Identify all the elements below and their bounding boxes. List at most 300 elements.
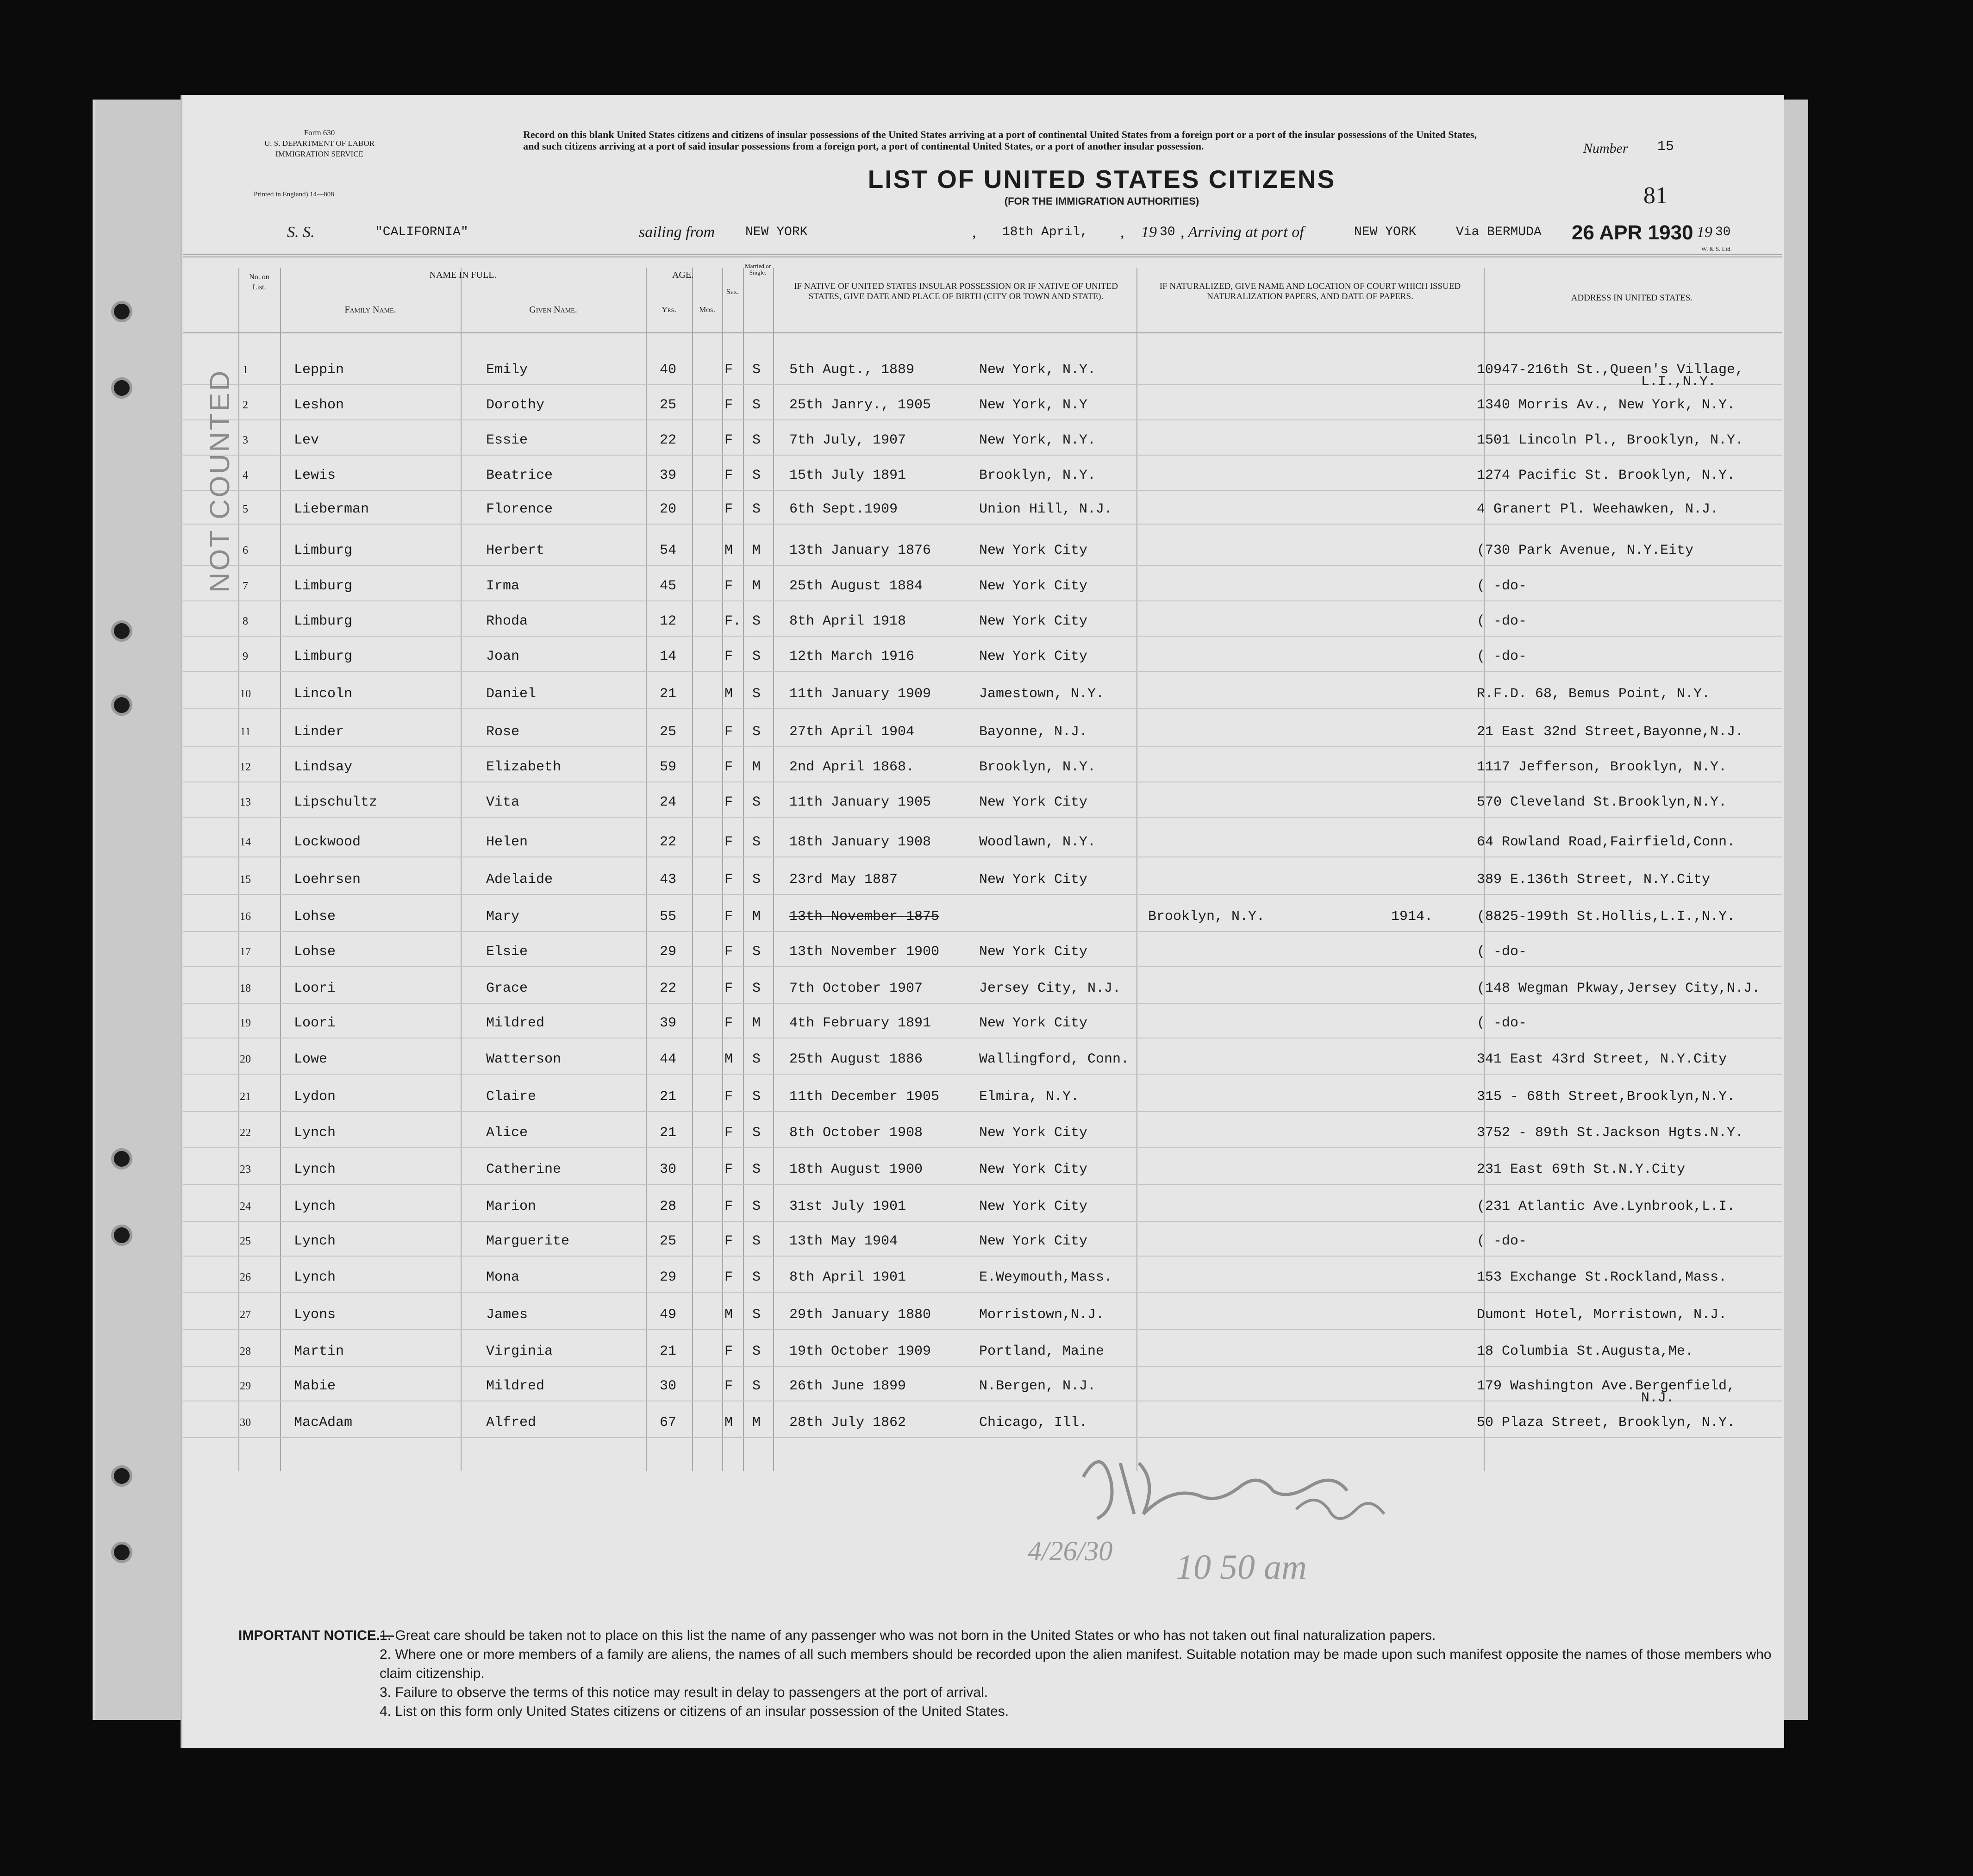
marital-status: S [752, 649, 761, 664]
us-address: (231 Atlantic Ave.Lynbrook,L.I. [1477, 1199, 1736, 1214]
row-rule [183, 524, 1782, 525]
sex: F [724, 362, 733, 378]
passenger-number: 14 [240, 836, 251, 848]
birth-place: Union Hill, N.J. [979, 501, 1113, 517]
birth-date: 5th Augt., 1889 [789, 362, 915, 378]
family-name: Lydon [294, 1089, 336, 1105]
age-years: 21 [660, 1344, 677, 1359]
col-header-family: Family Name. [344, 305, 396, 315]
age-years: 24 [660, 794, 677, 810]
family-name: Loori [294, 981, 336, 996]
table-row [183, 1405, 1782, 1438]
birth-date: 13th January 1876 [789, 543, 931, 558]
given-name: Helen [486, 834, 528, 850]
family-name: Lynch [294, 1125, 336, 1141]
page-number: 81 [1643, 182, 1667, 209]
family-name: Lipschultz [294, 794, 378, 810]
us-address: ( -do- [1477, 578, 1527, 594]
passenger-number: 17 [240, 946, 251, 958]
table-row [183, 749, 1782, 782]
printer-mark: W. & S. Ltd. [1701, 245, 1732, 252]
row-rule [183, 671, 1782, 672]
given-name: Catherine [486, 1162, 562, 1177]
birth-date: 18th August 1900 [789, 1162, 923, 1177]
row-rule [183, 384, 1782, 385]
age-years: 21 [660, 1125, 677, 1141]
age-years: 30 [660, 1162, 677, 1177]
sex: F [724, 1089, 733, 1105]
us-address: (148 Wegman Pkway,Jersey City,N.J. [1477, 981, 1761, 996]
us-address: ( -do- [1477, 944, 1527, 960]
birth-place: New York, N.Y [979, 397, 1088, 413]
birth-date: 8th April 1901 [789, 1269, 906, 1285]
row-rule [183, 746, 1782, 747]
table-row [183, 1151, 1782, 1185]
birth-place: New York City [979, 1199, 1088, 1214]
age-years: 20 [660, 501, 677, 517]
not-counted-stamp [194, 333, 255, 889]
passenger-number: 5 [243, 503, 248, 515]
marital-status: S [752, 686, 761, 702]
sex: M [724, 1051, 733, 1067]
naturalization-court: Brooklyn, N.Y. [1148, 909, 1265, 925]
family-name: Leppin [294, 362, 344, 378]
col-header-age: AGE. [672, 270, 694, 280]
given-name: Claire [486, 1089, 537, 1105]
birth-place: Chicago, Ill. [979, 1415, 1088, 1431]
notice-label: IMPORTANT NOTICE.— [238, 1628, 394, 1643]
arrival-year-prefix: 19 [1697, 224, 1712, 241]
given-name: Marion [486, 1199, 537, 1214]
marital-status: M [752, 1015, 761, 1031]
table-row [183, 784, 1782, 818]
passenger-number: 26 [240, 1271, 251, 1283]
family-name: Mabie [294, 1378, 336, 1394]
birth-date: 4th February 1891 [789, 1015, 931, 1031]
given-name: Marguerite [486, 1233, 570, 1249]
birth-place: Jamestown, N.Y. [979, 686, 1105, 702]
family-name: Lynch [294, 1269, 336, 1285]
sex: M [724, 1307, 733, 1323]
row-rule [183, 1074, 1782, 1075]
passenger-number: 13 [240, 796, 251, 808]
us-address: ( -do- [1477, 649, 1527, 664]
family-name: Lohse [294, 944, 336, 960]
notice-item: 2. Where one or more members of a family are aliens, the names of all such members should be recorded upon the alien manifest. Suitable notation may be made upon such manifest opposite the names of those members who claim citizenship. [380, 1647, 1772, 1681]
given-name: Mildred [486, 1015, 545, 1031]
row-rule [183, 1437, 1782, 1438]
birth-date: 26th June 1899 [789, 1378, 906, 1394]
passenger-number: 18 [240, 982, 251, 994]
passenger-number: 22 [240, 1127, 251, 1139]
family-name: Lowe [294, 1051, 328, 1067]
given-name: Irma [486, 578, 520, 594]
col-header-married: Married or Single. [745, 263, 771, 276]
birth-place: New York, N.Y. [979, 362, 1096, 378]
family-name: Lynch [294, 1233, 336, 1249]
age-years: 29 [660, 1269, 677, 1285]
birth-date: 7th October 1907 [789, 981, 923, 996]
marital-status: S [752, 432, 761, 448]
not-counted-text: NOT COUNTED [204, 369, 235, 593]
marital-status: S [752, 397, 761, 413]
passenger-number: 20 [240, 1053, 251, 1065]
row-rule [183, 1366, 1782, 1367]
marital-status: S [752, 1344, 761, 1359]
table-top-rule [183, 254, 1782, 255]
ship-name: "CALIFORNIA" [375, 225, 468, 239]
us-address: 10947-216th St.,Queen's Village, [1477, 362, 1744, 378]
birth-date: 11th January 1905 [789, 794, 931, 810]
sex: F [724, 872, 733, 888]
birth-date: 15th July 1891 [789, 468, 906, 483]
family-name: Limburg [294, 649, 353, 664]
marital-status: M [752, 1415, 761, 1431]
notice-item: 3. Failure to observe the terms of this notice may result in delay to passengers at the port of arrival. [380, 1685, 988, 1700]
us-address: 389 E.136th Street, N.Y.City [1477, 872, 1711, 888]
table-row [183, 603, 1782, 637]
family-name: Lynch [294, 1162, 336, 1177]
given-name: Beatrice [486, 468, 553, 483]
us-address: (8825-199th St.Hollis,L.I.,N.Y. [1477, 909, 1736, 925]
passenger-number: 30 [240, 1417, 251, 1429]
given-name: Mona [486, 1269, 520, 1285]
us-address: 231 East 69th St.N.Y.City [1477, 1162, 1686, 1177]
birth-date: 25th August 1886 [789, 1051, 923, 1067]
birth-place: New York City [979, 794, 1088, 810]
printed-in-note: Printed in England) 14—808 [254, 191, 334, 198]
us-address: 1501 Lincoln Pl., Brooklyn, N.Y. [1477, 432, 1744, 448]
passenger-number: 7 [243, 580, 248, 592]
row-rule [183, 1329, 1782, 1330]
given-name: Alfred [486, 1415, 537, 1431]
passenger-number: 24 [240, 1201, 251, 1213]
birth-date: 28th July 1862 [789, 1415, 906, 1431]
row-rule [183, 490, 1782, 491]
given-name: Adelaide [486, 872, 553, 888]
birth-place: N.Bergen, N.J. [979, 1378, 1096, 1394]
us-address: 179 Washington Ave.Bergenfield, [1477, 1378, 1736, 1394]
sex: F [724, 468, 733, 483]
given-name: Florence [486, 501, 553, 517]
given-name: Alice [486, 1125, 528, 1141]
birth-date: 13th November 1875 [789, 909, 940, 925]
us-address: ( -do- [1477, 1015, 1527, 1031]
marital-status: M [752, 543, 761, 558]
us-address: 341 East 43rd Street, N.Y.City [1477, 1051, 1727, 1067]
family-name: Lyons [294, 1307, 336, 1323]
passenger-number: 27 [240, 1309, 251, 1321]
row-rule [183, 600, 1782, 601]
page-title: LIST OF UNITED STATES CITIZENS [868, 165, 1336, 194]
sex: M [724, 543, 733, 558]
sex: F [724, 501, 733, 517]
birth-date: 25th Janry., 1905 [789, 397, 931, 413]
us-address: Dumont Hotel, Morristown, N.J. [1477, 1307, 1727, 1323]
sex: F [724, 944, 733, 960]
given-name: Virginia [486, 1344, 553, 1359]
row-rule [183, 708, 1782, 709]
birth-place: New York City [979, 649, 1088, 664]
col-header-birth: IF NATIVE OF UNITED STATES INSULAR POSSESSION OR IF NATIVE OF UNITED STATES, GIVE DATE AND PLACE OF BIRTH (CITY OR TOWN AND STATE). [794, 281, 1118, 301]
header-bottom-rule [183, 332, 1782, 333]
marital-status: S [752, 613, 761, 629]
passenger-number: 23 [240, 1163, 251, 1176]
list-number: 15 [1657, 139, 1674, 155]
us-address: R.F.D. 68, Bemus Point, N.Y. [1477, 686, 1711, 702]
birth-date: 31st July 1901 [789, 1199, 906, 1214]
table-row [183, 1333, 1782, 1367]
passenger-number: 29 [240, 1380, 251, 1392]
table-row [183, 457, 1782, 491]
birth-date: 11th January 1909 [789, 686, 931, 702]
birth-place: Jersey City, N.J. [979, 981, 1121, 996]
birth-date: 25th August 1884 [789, 578, 923, 594]
birth-date: 13th November 1900 [789, 944, 940, 960]
col-header-mos: Mos. [699, 305, 715, 314]
given-name: Watterson [486, 1051, 562, 1067]
us-address: 1340 Morris Av., New York, N.Y. [1477, 397, 1736, 413]
sex: F [724, 1344, 733, 1359]
binder-hole [111, 377, 132, 399]
separator: , [972, 224, 976, 241]
age-years: 21 [660, 686, 677, 702]
passenger-number: 3 [243, 434, 248, 446]
us-address: 18 Columbia St.Augusta,Me. [1477, 1344, 1694, 1359]
family-name: Lev [294, 432, 319, 448]
row-rule [183, 817, 1782, 818]
handwritten-signature [1028, 1435, 1449, 1602]
birth-date: 7th July, 1907 [789, 432, 906, 448]
ss-label: S. S. [287, 224, 315, 241]
marital-status: S [752, 1199, 761, 1214]
family-name: Lincoln [294, 686, 353, 702]
passenger-number: 2 [243, 399, 248, 411]
notice-item: 4. List on this form only United States citizens or citizens of an insular possession of the United States. [380, 1704, 1009, 1719]
family-name: Lohse [294, 909, 336, 925]
given-name: Emily [486, 362, 528, 378]
passenger-number: 16 [240, 911, 251, 923]
birth-place: Portland, Maine [979, 1344, 1105, 1359]
binder-hole [111, 301, 132, 322]
passenger-number: 15 [240, 874, 251, 886]
notice-items [380, 1626, 1773, 1721]
row-rule [183, 1256, 1782, 1257]
us-address: 4 Granert Pl. Weehawken, N.J. [1477, 501, 1719, 517]
age-years: 22 [660, 981, 677, 996]
table-row [183, 862, 1782, 895]
sex: F [724, 1162, 733, 1177]
birth-place: New York City [979, 872, 1088, 888]
given-name: Rhoda [486, 613, 528, 629]
age-years: 39 [660, 468, 677, 483]
birth-date: 8th April 1918 [789, 613, 906, 629]
age-years: 67 [660, 1415, 677, 1431]
birth-date: 29th January 1880 [789, 1307, 931, 1323]
table-row [183, 1368, 1782, 1406]
us-address: 3752 - 89th St.Jackson Hgts.N.Y. [1477, 1125, 1744, 1141]
birth-place: Brooklyn, N.Y. [979, 468, 1096, 483]
given-name: James [486, 1307, 528, 1323]
birth-place: E.Weymouth,Mass. [979, 1269, 1113, 1285]
given-name: Elsie [486, 944, 528, 960]
marital-status: S [752, 362, 761, 378]
birth-place: New York City [979, 578, 1088, 594]
row-rule [183, 931, 1782, 932]
voyage-line [287, 221, 1736, 249]
given-name: Grace [486, 981, 528, 996]
birth-place: New York City [979, 1233, 1088, 1249]
age-years: 45 [660, 578, 677, 594]
family-name: Linder [294, 724, 344, 740]
marital-status: S [752, 1233, 761, 1249]
col-header-yrs: Yrs. [662, 305, 676, 314]
family-name: Loori [294, 1015, 336, 1031]
sex: F [724, 1015, 733, 1031]
birth-date: 13th May 1904 [789, 1233, 898, 1249]
family-name: MacAdam [294, 1415, 353, 1431]
marital-status: M [752, 578, 761, 594]
age-years: 30 [660, 1378, 677, 1394]
given-name: Mary [486, 909, 520, 925]
col-header-given: Given Name. [529, 305, 577, 315]
given-name: Daniel [486, 686, 537, 702]
via-port: Via BERMUDA [1456, 225, 1542, 239]
us-address: 153 Exchange St.Rockland,Mass. [1477, 1269, 1727, 1285]
birth-place: New York City [979, 944, 1088, 960]
binder-hole [111, 1542, 132, 1563]
family-name: Lockwood [294, 834, 361, 850]
handwritten-time: 10 50 am [1176, 1548, 1307, 1587]
passenger-number: 1 [243, 364, 248, 376]
given-name: Herbert [486, 543, 545, 558]
col-header-address: ADDRESS IN UNITED STATES. [1571, 293, 1693, 303]
birth-place: New York City [979, 1162, 1088, 1177]
age-years: 25 [660, 397, 677, 413]
sex: M [724, 1415, 733, 1431]
given-name: Elizabeth [486, 759, 562, 775]
table-row [183, 422, 1782, 456]
age-years: 40 [660, 362, 677, 378]
table-row [183, 1297, 1782, 1330]
row-rule [183, 636, 1782, 637]
table-row [183, 1041, 1782, 1075]
table-row [183, 970, 1782, 1004]
birth-place: New York City [979, 613, 1088, 629]
col-header-sex: Sex. [726, 288, 739, 296]
table-row [183, 568, 1782, 601]
table-row [183, 1259, 1782, 1293]
sex: F [724, 397, 733, 413]
age-years: 49 [660, 1307, 677, 1323]
family-name: Limburg [294, 578, 353, 594]
birth-place: Wallingford, Conn. [979, 1051, 1130, 1067]
us-address: 1117 Jefferson, Brooklyn, N.Y. [1477, 759, 1727, 775]
given-name: Vita [486, 794, 520, 810]
table-row [183, 899, 1782, 932]
year-suffix: 30 [1160, 225, 1175, 239]
age-years: 39 [660, 1015, 677, 1031]
separator: , [1120, 224, 1124, 241]
sex: F [724, 578, 733, 594]
family-name: Limburg [294, 543, 353, 558]
binder-hole [111, 1465, 132, 1487]
handwritten-date: 4/26/30 [1028, 1536, 1113, 1566]
us-address: 21 East 32nd Street,Bayonne,N.J. [1477, 724, 1744, 740]
marital-status: S [752, 1378, 761, 1394]
age-years: 28 [660, 1199, 677, 1214]
birth-place: New York City [979, 543, 1088, 558]
marital-status: S [752, 981, 761, 996]
year-prefix: 19 [1141, 224, 1157, 241]
age-years: 59 [660, 759, 677, 775]
sex: F [724, 981, 733, 996]
table-row [183, 714, 1782, 747]
passenger-number: 11 [240, 726, 251, 738]
sex: F [724, 1378, 733, 1394]
record-instructions: Record on this blank United States citizens and citizens of insular possessions of the United States arriving at a port of continental United States from a foreign port or a port of the insular possessions of the United States, and such citizens arriving at a port of said insular possessions from a foreign port, a port of continental United States, or a port of another insular possession. [523, 129, 1477, 152]
row-rule [183, 455, 1782, 456]
marital-status: S [752, 872, 761, 888]
family-name: Limburg [294, 613, 353, 629]
sex: F [724, 1233, 733, 1249]
table-row [183, 491, 1782, 525]
marital-status: S [752, 1162, 761, 1177]
col-header-naturalized: IF NATURALIZED, GIVE NAME AND LOCATION OF COURT WHICH ISSUED NATURALIZATION PAPERS, AND DATE OF PAPERS. [1159, 281, 1461, 301]
table-row [183, 676, 1782, 709]
us-address: 1274 Pacific St. Brooklyn, N.Y. [1477, 468, 1736, 483]
naturalization-year: 1914. [1391, 909, 1433, 925]
binder-hole [111, 694, 132, 716]
page-subtitle: (FOR THE IMMIGRATION AUTHORITIES) [1004, 195, 1199, 207]
sex: F. [724, 613, 742, 629]
table-row [183, 532, 1782, 566]
table-row [183, 387, 1782, 420]
age-years: 44 [660, 1051, 677, 1067]
us-address: 570 Cleveland St.Brooklyn,N.Y. [1477, 794, 1727, 810]
marital-status: S [752, 1051, 761, 1067]
birth-date: 27th April 1904 [789, 724, 915, 740]
given-name: Joan [486, 649, 520, 664]
marital-status: S [752, 834, 761, 850]
us-address: 50 Plaza Street, Brooklyn, N.Y. [1477, 1415, 1736, 1431]
birth-place: Brooklyn, N.Y. [979, 759, 1096, 775]
sex: F [724, 1269, 733, 1285]
family-name: Martin [294, 1344, 344, 1359]
birth-date: 11th December 1905 [789, 1089, 940, 1105]
us-address-continued: N.J. [1641, 1390, 1675, 1406]
age-years: 21 [660, 1089, 677, 1105]
birth-place: Elmira, N.Y. [979, 1089, 1080, 1105]
row-rule [183, 1111, 1782, 1112]
age-years: 43 [660, 872, 677, 888]
binder-hole [111, 1148, 132, 1169]
table-row [183, 1079, 1782, 1112]
number-label: Number [1583, 141, 1628, 156]
marital-status: S [752, 724, 761, 740]
given-name: Dorothy [486, 397, 545, 413]
family-name: Lewis [294, 468, 336, 483]
passenger-table [183, 254, 1782, 1481]
given-name: Essie [486, 432, 528, 448]
sex: M [724, 686, 733, 702]
family-name: Lindsay [294, 759, 353, 775]
age-years: 14 [660, 649, 677, 664]
age-years: 25 [660, 1233, 677, 1249]
row-rule [183, 894, 1782, 895]
family-name: Leshon [294, 397, 344, 413]
notice-item: 1. Great care should be taken not to place on this list the name of any passenger who was not born in the United States or who has not taken out final naturalization papers. [380, 1628, 1436, 1643]
